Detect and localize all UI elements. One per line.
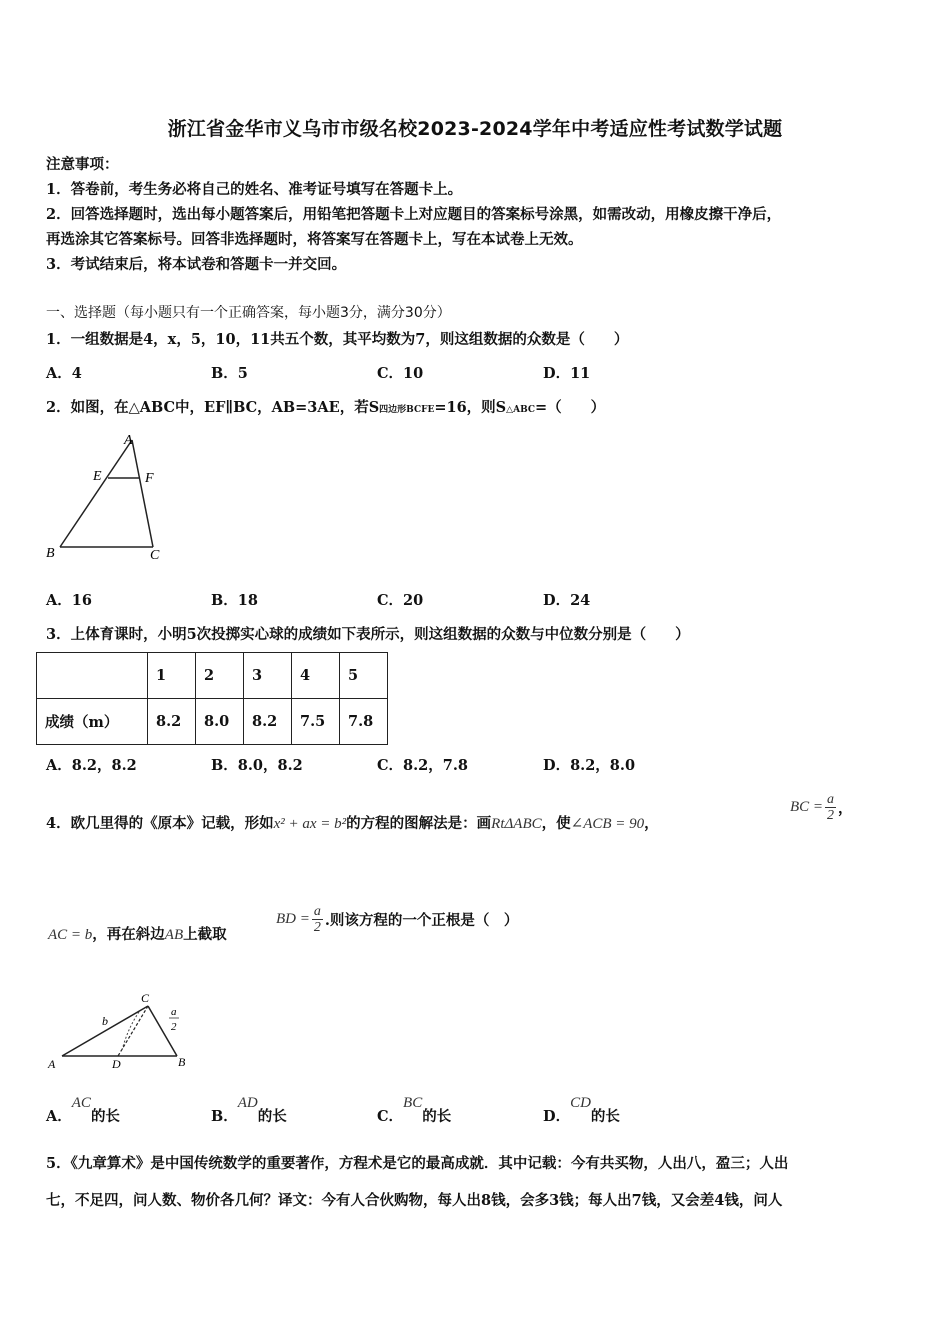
table-cell: 8.0 xyxy=(196,699,244,745)
q4-ac-expr: AC = b xyxy=(48,927,93,943)
q4-text: 4．欧几里得的《原本》记载，形如 xyxy=(46,815,274,832)
label-a-over-2-den: 2 xyxy=(171,1021,177,1033)
q2-option-b: B．18 xyxy=(211,592,258,609)
label-e: E xyxy=(93,469,102,484)
question-5-line1: 5．《九章算术》是中国传统数学的重要著作，方程术是它的最高成就．其中记载：今有共买物，人出八，盈三；人出 xyxy=(46,1155,789,1172)
label-c: C xyxy=(141,991,150,1005)
notice-heading: 注意事项： xyxy=(46,156,119,173)
section-heading: 一、选择题（每小题只有一个正确答案，每小题3分，满分30分） xyxy=(46,305,451,321)
q4-ab-expr: AB xyxy=(164,927,184,943)
q1-option-a: A．4 xyxy=(46,365,82,382)
fraction-denominator: 2 xyxy=(827,808,835,823)
q4-text: 上截取 xyxy=(183,926,227,943)
fraction-numerator: a xyxy=(827,792,835,807)
q4-equation: x² + ax = b² xyxy=(273,816,347,832)
q2-subscript: △ABC xyxy=(506,405,536,415)
notice-item: 2．回答选择题时，选出每小题答案后，用铅笔把答题卡上对应题目的答案标号涂黑，如需改动，用橡皮擦干净后， xyxy=(46,206,782,223)
fraction-denominator: 2 xyxy=(313,920,321,935)
fraction-numerator: a xyxy=(313,904,321,919)
q4-angle-expr: ∠ACB = 90 xyxy=(570,816,645,832)
table-cell: 成绩（m） xyxy=(37,699,148,745)
q1-option-d: D．11 xyxy=(543,365,591,382)
table-cell: 7.8 xyxy=(340,699,388,745)
table-cell: 1 xyxy=(148,653,196,699)
q2-stem-part: 2．如图，在△ABC中，EF∥BC，AB=3AE，若S xyxy=(46,399,380,416)
q3-score-table xyxy=(36,652,388,745)
side-ac xyxy=(132,440,153,547)
notice-item: 3．考试结束后，将本试卷和答题卡一并交回。 xyxy=(46,256,347,273)
table-cell: 3 xyxy=(244,653,292,699)
q2-triangle-figure xyxy=(40,430,180,565)
q2-subscript: 四边形BCFE xyxy=(379,405,435,415)
q4-bc-label: BC = xyxy=(790,799,824,815)
option-letter: B． xyxy=(211,1108,238,1125)
table-cell xyxy=(37,653,148,699)
q2-option-d: D．24 xyxy=(543,592,591,609)
option-tail: 的长 xyxy=(422,1108,452,1125)
label-b: b xyxy=(102,1014,108,1028)
option-letter: C． xyxy=(377,1108,404,1125)
option-tail: 的长 xyxy=(90,1108,120,1125)
question-2-stem xyxy=(46,396,605,417)
label-a: A xyxy=(124,433,133,448)
q4-text: .则该方程的一个正根是（ ） xyxy=(324,912,519,929)
q4-bd-expression xyxy=(276,904,518,935)
q2-option-a: A．16 xyxy=(46,592,92,609)
q4-option-b xyxy=(211,1092,287,1126)
question-5-line2: 七，不足四，问人数、物价各几何？译文：今有人合伙购物，每人出8钱，会多3钱；每人出7钱，又会差4钱，问人 xyxy=(46,1192,783,1209)
q4-text: ， xyxy=(644,815,659,832)
table-cell: 8.2 xyxy=(244,699,292,745)
label-b-vertex: B xyxy=(178,1055,186,1069)
label-b: B xyxy=(46,546,55,561)
option-tail: 的长 xyxy=(257,1108,287,1125)
q4-text: ，使 xyxy=(541,815,571,832)
question-4-stem-line1 xyxy=(46,812,659,833)
q4-bc-expression xyxy=(790,792,853,823)
q2-stem-part: =16，则S xyxy=(434,399,507,416)
question-3-stem: 3．上体育课时，小明5次投掷实心球的成绩如下表所示，则这组数据的众数与中位数分别是（ ） xyxy=(46,626,690,643)
option-math: CD xyxy=(570,1095,591,1111)
q4-text: 的方程的图解法是：画 xyxy=(346,815,492,832)
table-cell: 2 xyxy=(196,653,244,699)
option-letter: A． xyxy=(46,1108,72,1125)
q2-stem-part: =（ ） xyxy=(535,399,606,416)
side-ab xyxy=(60,440,132,547)
notice-item: 再选涂其它答案标号。回答非选择题时，将答案写在答题卡上，写在本试卷上无效。 xyxy=(46,231,583,248)
label-a: A xyxy=(48,1057,56,1071)
notice-item: 1．答卷前，考生务必将自己的姓名、准考证号填写在答题卡上。 xyxy=(46,181,463,198)
label-a-over-2-num: a xyxy=(171,1006,177,1018)
label-d: D xyxy=(112,1057,121,1071)
fraction xyxy=(825,792,836,823)
q1-option-b: B．5 xyxy=(211,365,248,382)
table-cell: 8.2 xyxy=(148,699,196,745)
table-cell: 4 xyxy=(292,653,340,699)
q4-option-a xyxy=(46,1092,120,1126)
option-tail: 的长 xyxy=(590,1108,620,1125)
label-c: C xyxy=(150,548,160,563)
q4-option-c xyxy=(377,1092,451,1126)
q3-option-a: A．8.2，8.2 xyxy=(46,757,137,774)
question-4-stem-line2 xyxy=(48,923,227,944)
label-f: F xyxy=(145,471,154,486)
option-letter: D． xyxy=(543,1108,571,1125)
q4-option-d xyxy=(543,1092,620,1126)
option-math: AC xyxy=(71,1095,91,1111)
q3-option-d: D．8.2，8.0 xyxy=(543,757,636,774)
q3-option-c: C．8.2，7.8 xyxy=(377,757,468,774)
q4-text: ， xyxy=(838,800,853,817)
q4-triangle-expr: RtΔABC xyxy=(491,816,542,832)
option-math: AD xyxy=(237,1095,258,1111)
q4-triangle-figure xyxy=(44,988,194,1073)
q4-text: ，再在斜边 xyxy=(92,926,165,943)
table-cell: 5 xyxy=(340,653,388,699)
option-math: BC xyxy=(403,1095,423,1111)
page-title: 浙江省金华市义乌市市级名校2023-2024学年中考适应性考试数学试题 xyxy=(167,118,783,140)
q3-option-b: B．8.0，8.2 xyxy=(211,757,303,774)
table-cell: 7.5 xyxy=(292,699,340,745)
question-1-stem: 1．一组数据是4，x，5，10，11共五个数，其平均数为7，则这组数据的众数是（ ） xyxy=(46,331,629,348)
fraction xyxy=(312,904,323,935)
q1-option-c: C．10 xyxy=(377,365,424,382)
q4-bd-label: BD = xyxy=(276,911,310,927)
q2-option-c: C．20 xyxy=(377,592,424,609)
arc xyxy=(122,1012,139,1050)
table-row xyxy=(37,699,388,745)
table-row xyxy=(37,653,388,699)
